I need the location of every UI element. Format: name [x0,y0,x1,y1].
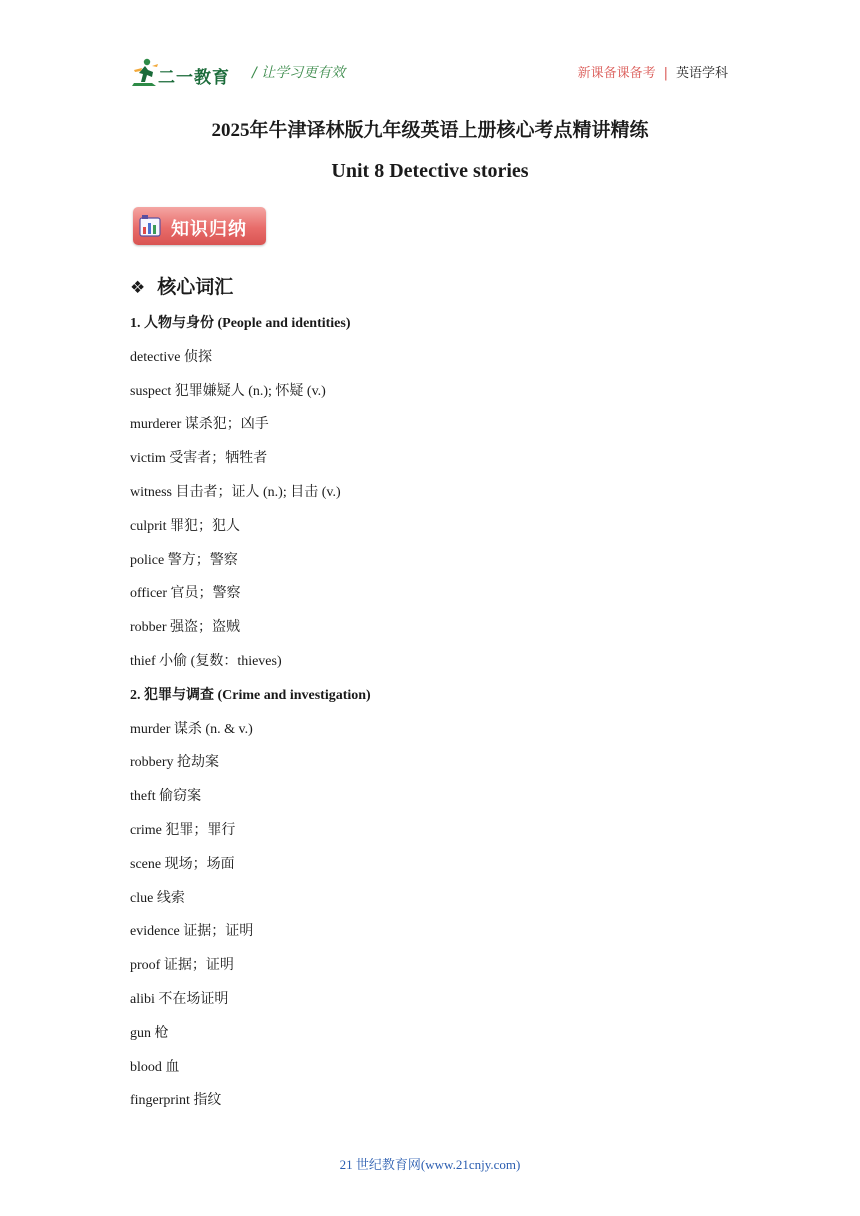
vocab-entry: detective 侦探 [130,349,213,365]
subject-label: 英语学科 [675,66,728,81]
vocab-entry: proof 证据；证明 [130,958,234,974]
section-badge [133,207,266,245]
vocab-entry: murder 谋杀 (n. & v.) [130,721,253,737]
vocab-entry: witness 目击者；证人 (n.); 目击 (v.) [130,484,341,500]
vocab-entry: officer 官员；警察 [130,586,241,602]
vocabulary-list [130,314,371,1125]
vocab-entry: robber 强盗；盗贼 [130,620,241,636]
vocab-entry: fingerprint 指纹 [130,1093,222,1109]
header-tags [578,62,728,81]
document-title: 2025年牛津译林版九年级英语上册核心考点精讲精练 [211,120,649,141]
header-separator: | [663,66,668,81]
book-chart-icon [139,214,161,238]
section-heading [130,272,233,299]
vocab-entry: gun 枪 [130,1025,169,1041]
category-heading: 1. 人物与身份 (People and identities) [130,316,351,331]
vocab-entry: robbery 抢劫案 [130,755,220,771]
vocab-entry: suspect 犯罪嫌疑人 (n.); 怀疑 (v.) [130,383,326,399]
vocab-entry: thief 小偷 (复数：thieves) [130,653,282,669]
page-footer: 21 世纪教育网(www.21cnjy.com) [339,1157,521,1172]
vocab-entry: clue 线索 [130,890,185,906]
vocab-entry: evidence 证据；证明 [130,924,254,940]
vocab-entry: blood 血 [130,1059,180,1075]
vocab-entry: crime 犯罪；罪行 [130,822,236,838]
vocab-entry: culprit 罪犯；犯人 [130,518,241,534]
slogan: / 让学习更有效 [252,65,346,81]
page-header [130,56,728,92]
vocab-entry: victim 受害者；牺牲者 [130,451,268,467]
section-title: 核心词汇 [157,276,234,298]
document-subtitle: Unit 8 Detective stories [331,160,529,182]
vocab-entry: theft 偷窃案 [130,789,202,805]
course-label: 新课备课备考 [577,66,656,81]
badge-label: 知识归纳 [171,219,247,240]
brand-logo [130,56,242,90]
diamond-bullet-icon: ❖ [130,278,146,298]
vocab-entry: murderer 谋杀犯；凶手 [130,417,269,433]
vocab-entry: scene 现场；场面 [130,856,235,872]
logo-wordmark: 二一教育 [158,68,230,87]
vocab-entry: alibi 不在场证明 [130,991,229,1007]
category-heading: 2. 犯罪与调查 (Crime and investigation) [130,687,371,703]
vocab-entry: police 警方；警察 [130,552,238,568]
